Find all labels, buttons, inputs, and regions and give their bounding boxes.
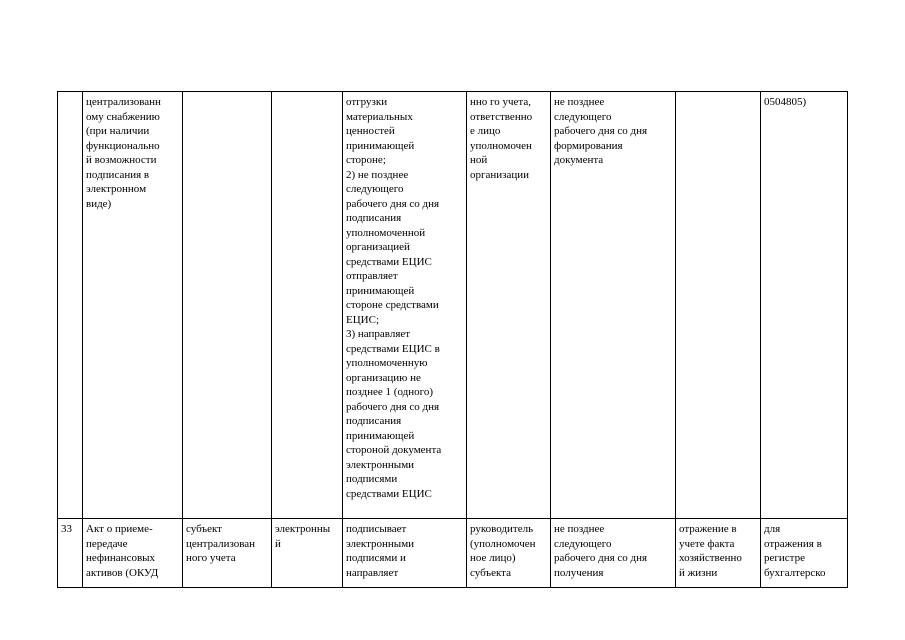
purpose-cell: [676, 92, 761, 519]
responsible-text: нно го учета, ответственно е лицо уполномочен ной организации: [470, 96, 533, 181]
document-name-cell: [83, 519, 183, 588]
row-number-cell: [58, 92, 83, 519]
document-name-text: Акт о приеме- передаче нефинансовых активов (ОКУД: [86, 523, 159, 579]
actions-cell: [343, 92, 467, 519]
actions-cell: [343, 519, 467, 588]
deadline-cell: [551, 519, 676, 588]
form-cell: [272, 92, 343, 519]
deadline-text: не позднее следующего рабочего дня со дня формирования документа: [554, 96, 648, 166]
register-text: для отражения в регистре бухгалтерско: [764, 523, 826, 579]
table-row: [58, 519, 848, 588]
register-cell: [761, 519, 848, 588]
creator-text: субъект централизован ного учета: [186, 523, 256, 564]
deadline-text: не позднее следующего рабочего дня со дня получения: [554, 523, 648, 579]
document-table: [57, 91, 848, 588]
purpose-cell: [676, 519, 761, 588]
row-number: 33: [61, 523, 72, 535]
deadline-cell: [551, 92, 676, 519]
creator-cell: [183, 519, 272, 588]
table-row: [58, 92, 848, 519]
row-number-cell: [58, 519, 83, 588]
responsible-cell: [467, 92, 551, 519]
document-name-text: централизованн ому снабжению (при наличии функционально й возможности подписания в электронном виде): [86, 96, 161, 210]
actions-text: отгрузки материальных ценностей принимающей стороне; 2) не позднее следующего рабочего дня со дня подписания уполномоченной организацией средствами ЕЦИС отправляет принимающей стороне средствами ЕЦИС; 3) направляет средствами ЕЦИС в уполномоченную организацию не позднее 1 (одного) рабочего дня со дня подписания принимающей стороной документа электронными подписями средствами ЕЦИС: [346, 96, 442, 500]
form-cell: [272, 519, 343, 588]
responsible-cell: [467, 519, 551, 588]
document-name-cell: [83, 92, 183, 519]
purpose-text: отражение в учете факта хозяйственно й жизни: [679, 523, 742, 579]
register-cell: [761, 92, 848, 519]
form-text: электронны й: [275, 523, 331, 550]
register-text: 0504805): [764, 96, 807, 108]
actions-text: подписывает электронными подписями и направляет: [346, 523, 415, 579]
responsible-text: руководитель (уполномочен ное лицо) субъекта: [470, 523, 536, 579]
creator-cell: [183, 92, 272, 519]
